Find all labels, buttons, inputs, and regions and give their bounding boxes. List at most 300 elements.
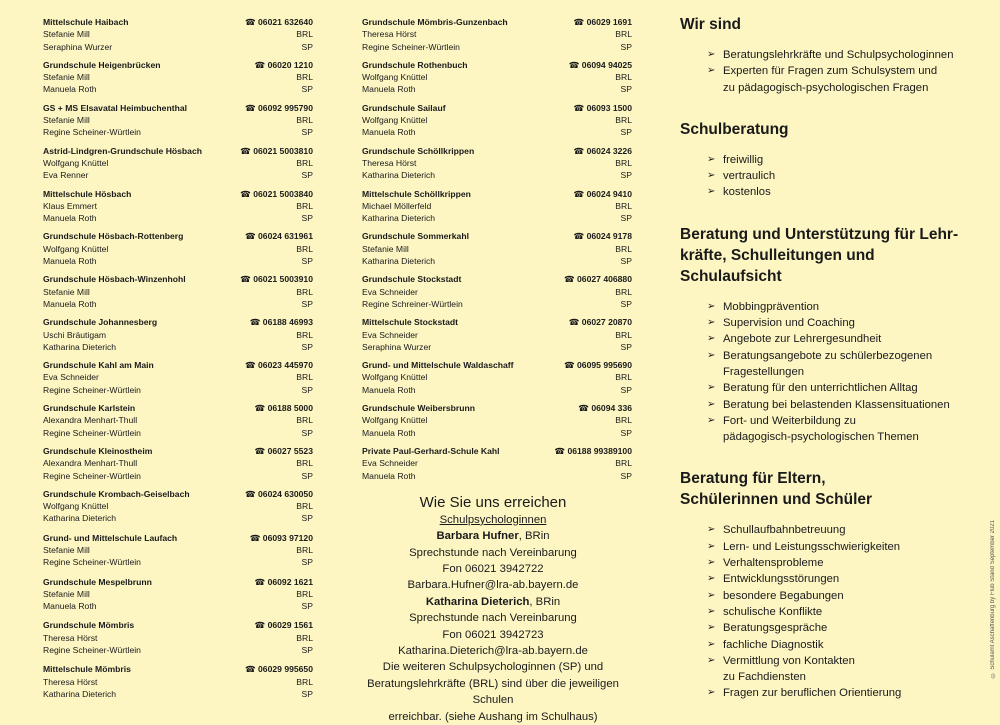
staff-role: SP (620, 170, 632, 181)
school-name: Private Paul-Gerhard-Schule Kahl (362, 445, 500, 456)
staff-role: BRL (296, 157, 313, 168)
school-name: Grundschule Krombach-Geiselbach (43, 488, 190, 499)
staff-role: BRL (296, 458, 313, 469)
school-entry (43, 619, 313, 656)
staff-name: Stefanie Mill (43, 29, 90, 40)
contact-title: Wie Sie uns erreichen (419, 493, 567, 511)
school-entry (43, 488, 313, 525)
school-entry (362, 230, 632, 267)
section-title: Beratung und Unterstützung für Lehr- kräfte, Schulleitungen und Schulaufsicht (680, 225, 959, 285)
bullet-item: ➢ Lern- und Leistungsschwierigkeiten (707, 539, 975, 555)
staff-role: SP (620, 84, 632, 95)
staff-role: SP (301, 688, 313, 699)
staff-role: BRL (615, 157, 632, 168)
staff-row (362, 286, 632, 298)
school-name: Grundschule Johannesberg (43, 317, 158, 328)
staff-name: Katharina Dieterich (362, 170, 436, 181)
staff-name: Eva Schneider (43, 372, 99, 383)
staff-name: Theresa Hörst (43, 676, 98, 687)
contact-note-line-2: Beratungslehrkräfte (BRL) sind über die jeweiligen Schulen (367, 677, 619, 707)
staff-name: Manuela Roth (362, 384, 416, 395)
staff-role: SP (620, 256, 632, 267)
staff-row (43, 556, 313, 568)
school-entry (43, 316, 313, 353)
staff-role: SP (301, 427, 313, 438)
school-phone: ☎ 06092 995790 (244, 102, 313, 113)
bullet-item: ➢ freiwillig (707, 152, 975, 168)
staff-row (43, 298, 313, 310)
school-header (43, 576, 313, 588)
staff-row (43, 427, 313, 439)
staff-row (43, 512, 313, 524)
bullet-item: ➢ Experten für Fragen zum Schulsystem und zu pädagogisch-psychologischen Fragen (707, 63, 975, 96)
bullet-item: ➢ Supervision und Coaching (707, 315, 975, 331)
school-name: Grundschule Kahl am Main (43, 360, 154, 371)
school-header (43, 316, 313, 328)
staff-name: Katharina Dieterich (43, 513, 117, 524)
school-entry (43, 16, 313, 53)
contact-person-2-email[interactable]: Katharina.Dieterich@lra-ab.bayern.de (398, 645, 588, 658)
bullet-list (680, 152, 975, 201)
staff-name: Regine Scheiner-Würtlein (362, 41, 460, 52)
staff-role: BRL (296, 286, 313, 297)
school-header (43, 619, 313, 631)
staff-row (362, 341, 632, 353)
school-entry (43, 532, 313, 569)
staff-name: Seraphina Wurzer (362, 341, 432, 352)
staff-role: BRL (296, 676, 313, 687)
school-name: Grundschule Weibersbrunn (362, 403, 476, 414)
school-name: Grundschule Kleinostheim (43, 445, 153, 456)
bullet-list (680, 47, 975, 96)
bullet-item: ➢ Beratung für den unterrichtlichen Alltag (707, 380, 975, 396)
staff-row (43, 676, 313, 688)
staff-name: Alexandra Menhart-Thull (43, 415, 138, 426)
school-header (43, 145, 313, 157)
staff-row (43, 632, 313, 644)
school-name: Astrid-Lindgren-Grundschule Hösbach (43, 145, 202, 156)
staff-name: Wolfgang Knüttel (362, 415, 428, 426)
info-section (680, 468, 975, 701)
contact-subtitle: Schulpsychologinnen (439, 513, 547, 526)
bullet-item: ➢ Beratung bei belastenden Klassensituationen (707, 397, 975, 413)
staff-name: Stefanie Mill (43, 72, 90, 83)
school-entry (43, 273, 313, 310)
school-name: Grundschule Rothenbuch (362, 59, 468, 70)
staff-name: Katharina Dieterich (362, 256, 436, 267)
school-phone: ☎ 06027 20870 (568, 317, 632, 328)
staff-role: SP (301, 213, 313, 224)
school-entry (362, 16, 632, 53)
staff-name: Eva Schneider (362, 329, 418, 340)
school-phone: ☎ 06020 1210 (254, 59, 313, 70)
staff-name: Katharina Dieterich (362, 213, 436, 224)
staff-row (43, 600, 313, 612)
school-name: Grundschule Stockstadt (362, 274, 462, 285)
school-name: Grund- und Mittelschule Waldaschaff (362, 360, 514, 371)
staff-name: Wolfgang Knüttel (362, 372, 428, 383)
staff-name: Manuela Roth (362, 127, 416, 138)
staff-name: Manuela Roth (362, 84, 416, 95)
school-header (362, 188, 632, 200)
contact-person-1-hours: Sprechstunde nach Vereinbarung (409, 546, 577, 559)
school-phone: ☎ 06024 631961 (244, 231, 313, 242)
staff-name: Regine Scheiner-Würtlein (43, 470, 141, 481)
school-list-middle (362, 16, 632, 725)
section-title: Beratung für Eltern, Schülerinnen und Schüler (680, 470, 873, 509)
school-header (362, 273, 632, 285)
staff-role: BRL (615, 329, 632, 340)
staff-row (362, 371, 632, 383)
school-header (362, 102, 632, 114)
bullet-item: ➢ Angebote zur Lehrergesundheit (707, 331, 975, 347)
school-phone: ☎ 06024 3226 (573, 145, 632, 156)
bullet-item: ➢ Schullaufbahnbetreuung (707, 522, 975, 538)
staff-row (43, 341, 313, 353)
school-name: Grundschule Sailauf (362, 102, 446, 113)
school-header (43, 445, 313, 457)
staff-role: SP (620, 213, 632, 224)
staff-role: BRL (615, 200, 632, 211)
staff-row (362, 169, 632, 181)
school-name: Grundschule Hösbach-Rottenberg (43, 231, 184, 242)
info-column (680, 14, 975, 725)
staff-role: SP (301, 41, 313, 52)
school-name: Grundschule Mömbris-Gunzenbach (362, 17, 508, 27)
staff-row (43, 41, 313, 53)
staff-role: SP (301, 84, 313, 95)
staff-row (43, 212, 313, 224)
school-phone: ☎ 06024 9178 (573, 231, 632, 242)
school-entry (362, 145, 632, 182)
school-name: Grundschule Mespelbrunn (43, 576, 152, 587)
staff-name: Wolfgang Knüttel (362, 72, 428, 83)
staff-name: Regine Scheiner-Würtlein (43, 127, 141, 138)
staff-row (362, 414, 632, 426)
staff-role: BRL (296, 243, 313, 254)
staff-name: Theresa Hörst (43, 632, 98, 643)
school-entry (43, 576, 313, 613)
staff-name: Eva Schneider (362, 286, 418, 297)
school-entry (362, 402, 632, 439)
school-entry (362, 59, 632, 96)
school-phone: ☎ 06021 5003840 (240, 188, 313, 199)
staff-name: Manuela Roth (43, 298, 97, 309)
school-header (43, 402, 313, 414)
staff-row (43, 500, 313, 512)
staff-name: Seraphina Wurzer (43, 41, 113, 52)
school-header (362, 230, 632, 242)
bullet-list (680, 299, 975, 446)
staff-name: Stefanie Mill (43, 588, 90, 599)
staff-role: SP (301, 645, 313, 656)
staff-row (43, 255, 313, 267)
staff-role: BRL (615, 243, 632, 254)
staff-role: BRL (615, 72, 632, 83)
bullet-item: ➢ Entwicklungsstörungen (707, 571, 975, 587)
staff-name: Manuela Roth (43, 84, 97, 95)
staff-name: Theresa Hörst (362, 157, 417, 168)
school-entry (43, 663, 313, 700)
staff-name: Manuela Roth (43, 601, 97, 612)
school-list-left (43, 16, 313, 707)
staff-row (362, 243, 632, 255)
school-header (362, 445, 632, 457)
staff-row (362, 255, 632, 267)
staff-role: SP (301, 170, 313, 181)
staff-name: Regine Scheiner-Würtlein (43, 557, 141, 568)
bullet-list (680, 522, 975, 701)
staff-name: Stefanie Mill (362, 243, 409, 254)
staff-name: Stefanie Mill (43, 115, 90, 126)
staff-role: SP (301, 557, 313, 568)
bullet-item: ➢ vertraulich (707, 168, 975, 184)
school-phone: ☎ 06029 1691 (573, 17, 632, 27)
contact-block (362, 494, 624, 725)
school-entry (43, 145, 313, 182)
school-name: Grundschule Heigenbrücken (43, 59, 161, 70)
school-entry (43, 445, 313, 482)
section-title: Wir sind (680, 16, 742, 33)
staff-name: Wolfgang Knüttel (43, 157, 109, 168)
staff-name: Manuela Roth (43, 256, 97, 267)
school-entry (43, 102, 313, 139)
school-header (43, 488, 313, 500)
school-phone: ☎ 06188 46993 (249, 317, 313, 328)
school-entry (43, 59, 313, 96)
staff-role: BRL (615, 115, 632, 126)
school-phone: ☎ 06023 445970 (244, 360, 313, 371)
staff-row (362, 157, 632, 169)
staff-role: SP (301, 256, 313, 267)
staff-name: Uschi Bräutigam (43, 329, 107, 340)
school-header (43, 273, 313, 285)
staff-row (43, 114, 313, 126)
staff-role: SP (301, 127, 313, 138)
school-entry (362, 445, 632, 482)
bullet-item: ➢ Beratungsangebote zu schülerbezogenen Fragestellungen (707, 348, 975, 381)
bullet-item: ➢ Mobbingprävention (707, 299, 975, 315)
staff-name: Manuela Roth (43, 213, 97, 224)
staff-role: BRL (615, 29, 632, 40)
staff-name: Regine Scheiner-Würtlein (43, 384, 141, 395)
staff-role: SP (301, 601, 313, 612)
contact-person-1 (362, 528, 624, 544)
school-phone: ☎ 06094 94025 (568, 59, 632, 70)
staff-row (362, 83, 632, 95)
staff-row (43, 414, 313, 426)
staff-name: Wolfgang Knüttel (362, 115, 428, 126)
contact-person-1-phone: Fon 06021 3942722 (442, 563, 544, 576)
school-list-middle-entries (362, 16, 632, 482)
school-name: GS + MS Elsavatal Heimbuchenthal (43, 102, 187, 113)
staff-name: Eva Renner (43, 170, 89, 181)
staff-name: Regine Schreiner-Würtlein (362, 298, 463, 309)
bullet-item: ➢ besondere Begabungen (707, 588, 975, 604)
school-header (43, 230, 313, 242)
school-header (362, 59, 632, 71)
school-phone: ☎ 06027 5523 (254, 445, 313, 456)
staff-role: BRL (296, 415, 313, 426)
school-header (362, 16, 632, 28)
staff-name: Manuela Roth (362, 427, 416, 438)
staff-role: SP (620, 127, 632, 138)
school-name: Grundschule Schöllkrippen (362, 145, 475, 156)
staff-role: BRL (296, 372, 313, 383)
staff-row (362, 212, 632, 224)
bullet-item: ➢ Verhaltensprobleme (707, 555, 975, 571)
staff-name: Eva Schneider (362, 458, 418, 469)
staff-name: Klaus Emmert (43, 200, 97, 211)
staff-role: BRL (296, 632, 313, 643)
school-header (362, 402, 632, 414)
school-name: Mittelschule Mömbris (43, 664, 131, 675)
school-entry (362, 102, 632, 139)
staff-role: BRL (615, 372, 632, 383)
school-header (43, 359, 313, 371)
info-section (680, 224, 975, 446)
staff-row (43, 470, 313, 482)
staff-row (43, 688, 313, 700)
bullet-item: ➢ Beratungsgespräche (707, 620, 975, 636)
staff-name: Manuela Roth (362, 470, 416, 481)
staff-row (362, 126, 632, 138)
contact-person-2-phone: Fon 06021 3942723 (442, 628, 544, 641)
staff-name: Regine Scheiner-Würtlein (43, 645, 141, 656)
contact-person-2-role: , BRin (529, 595, 561, 608)
staff-row (362, 298, 632, 310)
staff-name: Alexandra Menhart-Thull (43, 458, 138, 469)
staff-name: Katharina Dieterich (43, 688, 117, 699)
staff-role: BRL (296, 329, 313, 340)
school-phone: ☎ 06093 1500 (573, 102, 632, 113)
contact-person-2-name: Katharina Dieterich (425, 595, 530, 608)
bullet-item: ➢ Beratungslehrkräfte und Schulpsychologinnen (707, 47, 975, 63)
staff-name: Stefanie Mill (43, 286, 90, 297)
contact-person-1-name: Barbara Hufner (436, 530, 519, 543)
info-section (680, 119, 975, 201)
staff-row (362, 28, 632, 40)
staff-role: SP (620, 427, 632, 438)
staff-role: BRL (296, 200, 313, 211)
staff-role: BRL (615, 415, 632, 426)
staff-role: SP (301, 298, 313, 309)
school-phone: ☎ 06021 5003910 (240, 274, 313, 285)
school-phone: ☎ 06188 5000 (254, 403, 313, 414)
school-name: Grund- und Mittelschule Laufach (43, 532, 178, 543)
contact-person-2 (362, 594, 624, 610)
staff-name: Theresa Hörst (362, 29, 417, 40)
school-phone: ☎ 06024 630050 (244, 488, 313, 499)
staff-role: SP (301, 470, 313, 481)
school-entry (362, 316, 632, 353)
contact-person-2-hours: Sprechstunde nach Vereinbarung (409, 612, 577, 625)
school-phone: ☎ 06093 97120 (249, 532, 313, 543)
school-header (362, 145, 632, 157)
staff-role: BRL (296, 588, 313, 599)
staff-row (43, 588, 313, 600)
staff-row (43, 157, 313, 169)
school-header (43, 663, 313, 675)
staff-name: Stefanie Mill (43, 544, 90, 555)
school-phone: ☎ 06095 995690 (563, 360, 632, 371)
staff-row (43, 457, 313, 469)
staff-name: Regine Scheiner-Würtlein (43, 427, 141, 438)
school-name: Grundschule Karlstein (43, 403, 136, 414)
staff-row (43, 28, 313, 40)
staff-role: SP (620, 470, 632, 481)
staff-name: Wolfgang Knüttel (43, 243, 109, 254)
contact-note-line-3: erreichbar. (siehe Aushang im Schulhaus) (388, 710, 598, 723)
school-name: Grundschule Sommerkahl (362, 231, 469, 242)
school-entry (43, 188, 313, 225)
school-name: Mittelschule Stockstadt (362, 317, 458, 328)
staff-row (43, 243, 313, 255)
staff-row (43, 329, 313, 341)
staff-row (43, 371, 313, 383)
staff-row (362, 71, 632, 83)
school-entry (43, 230, 313, 267)
school-entry (362, 359, 632, 396)
section-title: Schulberatung (680, 120, 789, 138)
school-phone: ☎ 06094 336 (578, 403, 632, 414)
staff-row (43, 200, 313, 212)
staff-row (43, 71, 313, 83)
staff-row (362, 457, 632, 469)
staff-role: SP (620, 298, 632, 309)
staff-row (362, 384, 632, 396)
staff-role: BRL (296, 501, 313, 512)
copyright-note: © Schulamt Aschaffenburg by Flub Stand September 2021 (990, 520, 996, 678)
staff-role: BRL (296, 72, 313, 83)
staff-name: Michael Möllerfeld (362, 200, 432, 211)
staff-row (362, 41, 632, 53)
staff-row (43, 544, 313, 556)
school-phone: ☎ 06029 1561 (254, 620, 313, 631)
staff-name: Wolfgang Knüttel (43, 501, 109, 512)
bullet-item: ➢ fachliche Diagnostik (707, 637, 975, 653)
staff-row (43, 169, 313, 181)
school-phone: ☎ 06021 5003810 (240, 145, 313, 156)
school-name: Mittelschule Hösbach (43, 188, 132, 199)
school-entry (43, 359, 313, 396)
school-name: Grundschule Hösbach-Winzenhohl (43, 274, 186, 285)
school-header (43, 59, 313, 71)
bullet-item: ➢ Fort- und Weiterbildung zu pädagogisch-psychologischen Themen (707, 413, 975, 446)
staff-role: SP (301, 384, 313, 395)
school-entry (362, 188, 632, 225)
school-phone: ☎ 06029 995650 (244, 664, 313, 675)
school-phone: ☎ 06027 406880 (563, 274, 632, 285)
staff-role: SP (301, 341, 313, 352)
staff-role: BRL (296, 115, 313, 126)
staff-role: SP (301, 513, 313, 524)
staff-row (362, 200, 632, 212)
school-phone: ☎ 06092 1621 (254, 576, 313, 587)
school-phone: ☎ 06024 9410 (573, 188, 632, 199)
contact-person-1-email[interactable]: Barbara.Hufner@lra-ab.bayern.de (407, 579, 579, 592)
staff-row (362, 114, 632, 126)
school-entry (362, 273, 632, 310)
contact-note-line-1: Die weiteren Schulpsychologinnen (SP) und (382, 661, 604, 674)
staff-role: BRL (615, 286, 632, 297)
staff-name: Katharina Dieterich (43, 341, 117, 352)
school-header (362, 316, 632, 328)
info-section (680, 14, 975, 96)
staff-row (43, 644, 313, 656)
school-header (362, 359, 632, 371)
school-name: Grundschule Mömbris (43, 620, 135, 631)
